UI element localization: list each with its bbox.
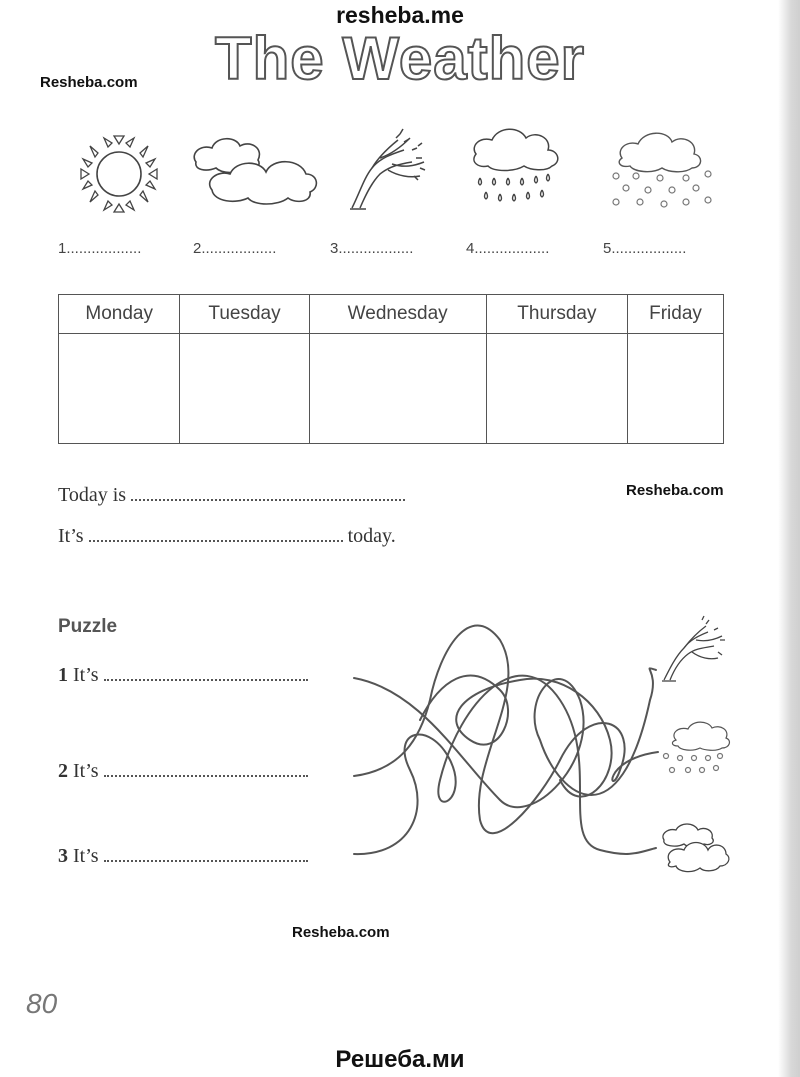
watermark-bottom: Решеба.ми [335,1046,465,1073]
watermark-middle: Resheba.com [292,924,390,941]
puzzle-text: It’s [73,760,99,782]
watermark-right: Resheba.com [626,482,724,499]
puzzle-number: 1 [58,664,68,686]
picture-blank-5: 5.................. [603,240,687,257]
picture-blank-2: 2.................. [193,240,277,257]
puzzle-heading: Puzzle [58,616,118,637]
maze-line-2 [354,625,658,833]
today-label: today. [347,525,396,547]
maze-line-1 [354,668,656,807]
picture-blank-1: 1.................. [58,240,142,257]
page-edge-shadow [778,0,800,1077]
day-header: Tuesday [180,295,309,334]
its-label: It’s [58,525,84,547]
day-header: Wednesday [309,295,486,334]
puzzle-text: It’s [73,845,99,867]
picture-blank-3: 3.................. [330,240,414,257]
today-is-label: Today is [58,484,127,506]
day-header: Monday [59,295,180,334]
page-number: 80 [26,988,58,1019]
page-title: The Weather [215,25,585,92]
clouds-icon [663,824,729,872]
watermark-top: resheba.me [336,2,464,28]
day-header: Thursday [486,295,627,334]
windy-tree-icon [662,616,725,681]
watermark-left: Resheba.com [40,74,138,91]
puzzle-text: It’s [73,664,99,686]
puzzle-number: 3 [58,845,68,867]
puzzle-number: 2 [58,760,68,782]
snow-icon [664,722,730,772]
picture-blank-4: 4.................. [466,240,550,257]
day-header: Friday [628,295,724,334]
